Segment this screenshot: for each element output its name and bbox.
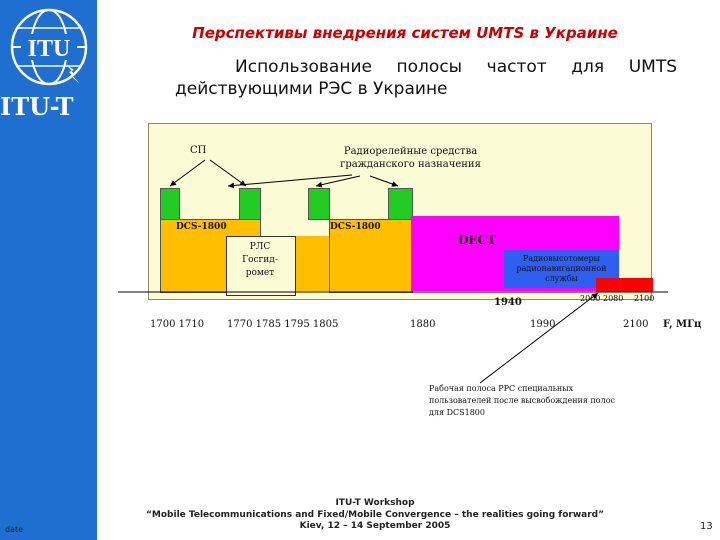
arrow-rr-3 xyxy=(370,176,398,186)
label-radiorelay: Радиорелейные средства гражданского назначения xyxy=(340,146,481,170)
tick-1770-1805: 1770 1785 1795 1805 xyxy=(227,319,339,330)
subtitle-line2: действующими РЭС в Украине xyxy=(175,79,448,99)
tick-1990: 1990 xyxy=(530,319,556,330)
footer xyxy=(100,498,650,533)
label-dcs-right: DCS-1800 xyxy=(330,222,381,232)
footer-line1: ITU-T Workshop xyxy=(335,498,415,508)
marker-1940: 1940 xyxy=(494,297,522,308)
subtitle-line1: Использование полосы частот для UMTS xyxy=(235,57,677,77)
marker-2080: 2080 xyxy=(603,294,624,303)
label-radiovysoto: Радиовысотомеры радионавигационной службы xyxy=(516,254,607,283)
label-dcs-left: DCS-1800 xyxy=(176,222,227,232)
itu-t-label: ITU-T xyxy=(0,92,74,121)
label-sp: СП xyxy=(190,145,207,156)
label-dect: DECT xyxy=(458,233,497,247)
page-number: 13 xyxy=(700,521,713,532)
svg-text:ITU: ITU xyxy=(27,36,71,62)
tick-1700-1710: 1700 1710 xyxy=(150,319,205,330)
arrow-rr-1 xyxy=(228,175,352,186)
footer-line2: “Mobile Telecommunications and Fixed/Mobile Convergence – the realities going forward” xyxy=(146,509,604,520)
date-label: date xyxy=(5,525,24,534)
slide-title: Перспективы внедрения систем UMTS в Украине xyxy=(192,24,618,42)
arrow-sp-2 xyxy=(210,160,246,186)
band-note: Рабочая полоса РРС специальных пользователей после высвобождения полос для DCS1800 xyxy=(429,384,615,417)
marker-2100: 2100 xyxy=(634,294,655,303)
arrow-sp-1 xyxy=(170,160,205,186)
label-rls: РЛС Госгид-ромет xyxy=(242,242,278,278)
footer-line3: Kiev, 12 – 14 September 2005 xyxy=(299,521,451,531)
marker-2000: 2000 xyxy=(580,294,601,303)
axis-unit: F, МГц xyxy=(663,319,702,330)
tick-1880: 1880 xyxy=(410,319,436,330)
tick-2100: 2100 xyxy=(623,319,649,330)
